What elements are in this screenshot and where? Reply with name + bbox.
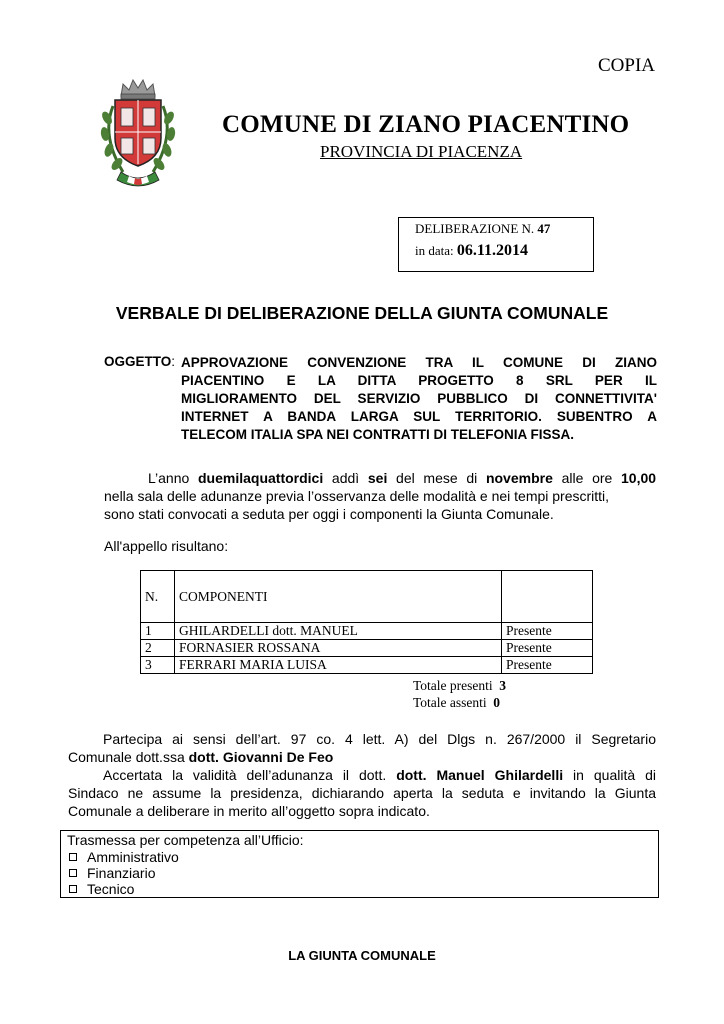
transmitted-title: Trasmessa per competenza all’Ufficio: — [67, 832, 304, 848]
members-table — [140, 570, 593, 674]
deliberation-number: 47 — [537, 221, 551, 236]
table-row: 2 FORNASIER ROSSANA Presente — [141, 640, 593, 657]
footer-heading: LA GIUNTA COMUNALE — [288, 948, 436, 963]
mayor-name: dott. Manuel Ghilardelli — [396, 767, 564, 783]
intro-paragraph: L’anno duemilaquattordici addì sei del mese di novembre alle ore 10,00 nella sala delle adunanze previa l’osservanza delle modalità e nei tempi prescritti, sono stati convocati a seduta per oggi i componenti la Giunta Comunale. — [104, 470, 657, 522]
table-row: 1 GHILARDELLI dott. MANUEL Presente — [141, 623, 593, 640]
office-item-amministrativo: Amministrativo — [69, 849, 179, 865]
table-header-row: N. COMPONENTI — [141, 571, 593, 623]
deliberation-date: 06.11.2014 — [456, 242, 529, 259]
total-present: Totale presenti 3 — [413, 678, 507, 693]
subject-text: APPROVAZIONE CONVENZIONE TRA IL COMUNE DI ZIANO PIACENTINO E LA DITTA PROGETTO 8 SRL PER IL MIGLIORAMENTO DEL SERVIZIO PUBBLICO DI CONNETTIVITA' INTERNET A BANDA LARGA SUL TERRITORIO. SUBENTRO A TELECOM ITALIA SPA NEI CONTRATTI DI TELEFONIA FISSA. — [181, 355, 657, 442]
copy-label: COPIA — [597, 55, 655, 76]
checkbox-icon — [69, 853, 77, 861]
checkbox-icon — [69, 869, 77, 877]
office-item-tecnico: Tecnico — [69, 881, 134, 897]
office-item-finanziario: Finanziario — [69, 865, 155, 881]
deliberation-number-line: DELIBERAZIONE N. 47 — [415, 221, 551, 236]
document-title: VERBALE DI DELIBERAZIONE DELLA GIUNTA COMUNALE — [115, 303, 609, 323]
deliberation-box — [398, 217, 594, 272]
table-row: 3 FERRARI MARIA LUISA Presente — [141, 657, 593, 674]
subject-label: OGGETTO: — [104, 354, 176, 369]
participation-paragraph: Partecipa ai sensi dell’art. 97 co. 4 lett. A) del Dlgs n. 267/2000 il Segretario Comunale dott.ssa dott. Giovanni De Feo Accertata la validità dell’adunanza il dott. dott. Manuel Ghilardelli in qualità di Sindaco ne assume la presidenza, dichiarando aperta la seduta e invitando la Giunta Comunale a deliberare in merito all’oggetto sopra indicato. — [68, 731, 656, 819]
roll-call-label: All'appello risultano: — [104, 538, 229, 554]
municipality-title: COMUNE DI ZIANO PIACENTINO — [222, 111, 630, 138]
total-absent: Totale assenti 0 — [413, 695, 501, 710]
transmitted-box — [60, 830, 659, 898]
municipal-crest-icon — [95, 76, 181, 194]
deliberation-date-line: in data: 06.11.2014 — [415, 242, 529, 259]
checkbox-icon — [69, 885, 77, 893]
secretary-name: dott. Giovanni De Feo — [188, 749, 334, 765]
province-subtitle: PROVINCIA DI PIACENZA — [320, 142, 523, 161]
